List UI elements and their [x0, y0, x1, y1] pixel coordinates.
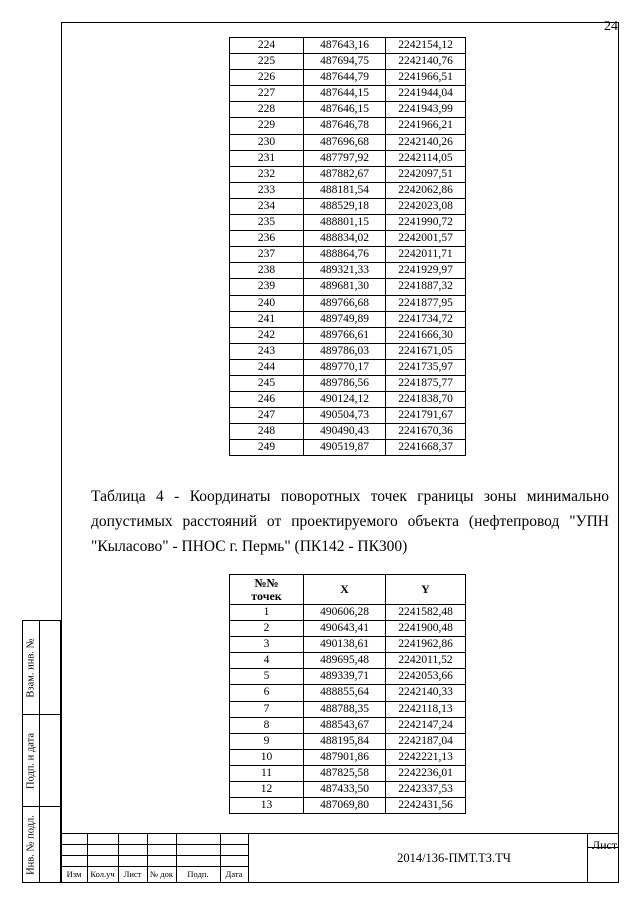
x-coordinate-cell: 490124,12: [304, 392, 386, 408]
y-coordinate-cell: 2242053,66: [386, 669, 466, 685]
table-row: [230, 669, 466, 685]
point-number-cell: 228: [230, 102, 304, 118]
table-row: [230, 359, 466, 375]
table-row: [230, 749, 466, 765]
table-row: [230, 198, 466, 214]
point-number-cell: 7: [230, 701, 304, 717]
point-number-cell: 2: [230, 621, 304, 637]
point-number-cell: 1: [230, 605, 304, 621]
y-coordinate-cell: 2242011,52: [386, 653, 466, 669]
x-coordinate-cell: 487797,92: [304, 150, 386, 166]
x-coordinate-cell: 489321,33: [304, 263, 386, 279]
point-number-cell: 226: [230, 70, 304, 86]
sidebar-label-podp: Подп. и дата: [25, 732, 37, 789]
table-row: [230, 215, 466, 231]
x-coordinate-cell: 488801,15: [304, 215, 386, 231]
y-coordinate-cell: 2241943,99: [386, 102, 466, 118]
x-coordinate-cell: 489339,71: [304, 669, 386, 685]
point-number-cell: 249: [230, 440, 304, 456]
sheet-label: Лист: [592, 838, 618, 852]
table-row: [230, 424, 466, 440]
table-row: [230, 782, 466, 798]
table-row: [230, 375, 466, 391]
x-coordinate-cell: 487825,58: [304, 765, 386, 781]
table-row: [230, 733, 466, 749]
table-row: [230, 408, 466, 424]
y-coordinate-cell: 2241671,05: [386, 343, 466, 359]
y-coordinate-cell: 2241990,72: [386, 215, 466, 231]
y-coordinate-cell: 2241735,97: [386, 359, 466, 375]
x-coordinate-cell: 490138,61: [304, 637, 386, 653]
point-number-cell: 239: [230, 279, 304, 295]
y-coordinate-cell: 2242140,76: [386, 54, 466, 70]
y-coordinate-cell: 2242062,86: [386, 182, 466, 198]
stamp-label-doc: № док: [150, 869, 173, 879]
x-coordinate-cell: 487644,79: [304, 70, 386, 86]
x-coordinate-cell: 488529,18: [304, 198, 386, 214]
x-coordinate-cell: 490643,41: [304, 621, 386, 637]
sidebar-label-vzam: Взам. инв. №: [25, 637, 37, 698]
table-row: [230, 621, 466, 637]
sidebar-cell-podp: [22, 714, 61, 807]
x-coordinate-cell: 488195,84: [304, 733, 386, 749]
point-number-cell: 225: [230, 54, 304, 70]
point-number-cell: 242: [230, 327, 304, 343]
x-coordinate-cell: 487643,16: [304, 38, 386, 54]
table-row: [230, 311, 466, 327]
point-number-cell: 229: [230, 118, 304, 134]
x-coordinate-cell: 487646,15: [304, 102, 386, 118]
table-row: [230, 54, 466, 70]
y-coordinate-cell: 2242236,01: [386, 765, 466, 781]
table-row: [230, 637, 466, 653]
table-row: [230, 231, 466, 247]
table-row: [230, 134, 466, 150]
y-coordinate-cell: 2242023,08: [386, 198, 466, 214]
y-coordinate-cell: 2242118,13: [386, 701, 466, 717]
table-row: [230, 685, 466, 701]
x-coordinate-cell: 487646,78: [304, 118, 386, 134]
caption-line: Таблица 4 - Координаты поворотных точек границы зоны минимально: [91, 488, 609, 505]
point-number-cell: 241: [230, 311, 304, 327]
y-coordinate-cell: 2242011,71: [386, 247, 466, 263]
table-row: [230, 653, 466, 669]
x-coordinate-cell: 488864,76: [304, 247, 386, 263]
y-coordinate-cell: 2242097,51: [386, 166, 466, 182]
table-row: [230, 343, 466, 359]
table-4-caption: [91, 484, 609, 559]
x-coordinate-cell: 489766,68: [304, 295, 386, 311]
y-coordinate-cell: 2242140,26: [386, 134, 466, 150]
table-row: [230, 166, 466, 182]
point-number-cell: 233: [230, 182, 304, 198]
y-coordinate-cell: 2241877,95: [386, 295, 466, 311]
x-coordinate-cell: 487901,86: [304, 749, 386, 765]
y-coordinate-cell: 2241944,04: [386, 86, 466, 102]
point-number-cell: 10: [230, 749, 304, 765]
table-row: [230, 118, 466, 134]
x-coordinate-cell: 490519,87: [304, 440, 386, 456]
stamp-label-izm: Изм: [66, 869, 82, 879]
side-stamp: [22, 620, 61, 883]
x-coordinate-cell: 487433,50: [304, 782, 386, 798]
point-number-cell: 230: [230, 134, 304, 150]
x-coordinate-cell: 489770,17: [304, 359, 386, 375]
x-coordinate-cell: 489749,89: [304, 311, 386, 327]
x-coordinate-cell: 487696,68: [304, 134, 386, 150]
point-number-cell: 245: [230, 375, 304, 391]
y-coordinate-cell: 2242114,05: [386, 150, 466, 166]
header-x: X: [304, 575, 386, 605]
point-number-cell: 238: [230, 263, 304, 279]
sidebar-label-inv: Инв. № подл.: [25, 814, 37, 875]
table-row: [230, 605, 466, 621]
x-coordinate-cell: 488834,02: [304, 231, 386, 247]
stamp-label-kol: Кол.уч: [90, 869, 115, 879]
x-coordinate-cell: 487694,75: [304, 54, 386, 70]
stamp-label-list: Лист: [123, 869, 142, 879]
stamp-label-podp: Подп.: [187, 869, 209, 879]
y-coordinate-cell: 2241887,32: [386, 279, 466, 295]
point-number-cell: 6: [230, 685, 304, 701]
table-row: [230, 150, 466, 166]
caption-line: допустимых расстояний от проектируемого объекта (нефтепровод "УПН: [91, 513, 609, 530]
sidebar-cell-inv: [22, 806, 61, 883]
y-coordinate-cell: 2241966,51: [386, 70, 466, 86]
y-coordinate-cell: 2241962,86: [386, 637, 466, 653]
table-header-row: [230, 575, 466, 605]
header-point-number: [230, 575, 304, 605]
point-number-cell: 13: [230, 798, 304, 814]
x-coordinate-cell: 487882,67: [304, 166, 386, 182]
x-coordinate-cell: 489681,30: [304, 279, 386, 295]
y-coordinate-cell: 2242140,33: [386, 685, 466, 701]
y-coordinate-cell: 2242147,24: [386, 717, 466, 733]
y-coordinate-cell: 2241875,77: [386, 375, 466, 391]
y-coordinate-cell: 2241838,70: [386, 392, 466, 408]
point-number-cell: 3: [230, 637, 304, 653]
document-code: 2014/136-ПМТ.ТЗ.ТЧ: [397, 851, 511, 865]
table-row: [230, 102, 466, 118]
y-coordinate-cell: 2241929,97: [386, 263, 466, 279]
table-row: [230, 295, 466, 311]
x-coordinate-cell: 490490,43: [304, 424, 386, 440]
point-number-cell: 246: [230, 392, 304, 408]
point-number-cell: 224: [230, 38, 304, 54]
x-coordinate-cell: 489695,48: [304, 653, 386, 669]
title-block: [61, 833, 619, 883]
x-coordinate-cell: 488181,54: [304, 182, 386, 198]
point-number-cell: 248: [230, 424, 304, 440]
point-number-cell: 244: [230, 359, 304, 375]
y-coordinate-cell: 2242001,57: [386, 231, 466, 247]
x-coordinate-cell: 487644,15: [304, 86, 386, 102]
y-coordinate-cell: 2241900,48: [386, 621, 466, 637]
y-coordinate-cell: 2242187,04: [386, 733, 466, 749]
x-coordinate-cell: 488543,67: [304, 717, 386, 733]
point-number-cell: 235: [230, 215, 304, 231]
table-row: [230, 38, 466, 54]
x-coordinate-cell: 488855,64: [304, 685, 386, 701]
point-number-cell: 231: [230, 150, 304, 166]
caption-line: "Кыласово" - ПНОС г. Пермь" (ПК142 - ПК300): [91, 538, 408, 555]
point-number-cell: 232: [230, 166, 304, 182]
header-y: Y: [386, 575, 466, 605]
table-row: [230, 765, 466, 781]
point-number-cell: 9: [230, 733, 304, 749]
coordinates-table-continued: [229, 37, 466, 456]
y-coordinate-cell: 2241666,30: [386, 327, 466, 343]
point-number-cell: 236: [230, 231, 304, 247]
table-row: [230, 701, 466, 717]
header-point-number-line2: точек: [251, 588, 282, 603]
x-coordinate-cell: 489786,56: [304, 375, 386, 391]
y-coordinate-cell: 2241582,48: [386, 605, 466, 621]
y-coordinate-cell: 2242221,13: [386, 749, 466, 765]
y-coordinate-cell: 2242154,12: [386, 38, 466, 54]
table-row: [230, 717, 466, 733]
point-number-cell: 237: [230, 247, 304, 263]
point-number-cell: 4: [230, 653, 304, 669]
y-coordinate-cell: 2241734,72: [386, 311, 466, 327]
table-row: [230, 440, 466, 456]
point-number-cell: 12: [230, 782, 304, 798]
stamp-label-data: Дата: [225, 869, 243, 879]
x-coordinate-cell: 490504,73: [304, 408, 386, 424]
page-number: 24: [604, 19, 618, 34]
point-number-cell: 8: [230, 717, 304, 733]
y-coordinate-cell: 2241668,37: [386, 440, 466, 456]
y-coordinate-cell: 2241670,36: [386, 424, 466, 440]
point-number-cell: 243: [230, 343, 304, 359]
point-number-cell: 227: [230, 86, 304, 102]
x-coordinate-cell: 490606,28: [304, 605, 386, 621]
y-coordinate-cell: 2241966,21: [386, 118, 466, 134]
point-number-cell: 5: [230, 669, 304, 685]
table-row: [230, 798, 466, 814]
table-row: [230, 392, 466, 408]
table-row: [230, 247, 466, 263]
table-row: [230, 86, 466, 102]
table-row: [230, 182, 466, 198]
x-coordinate-cell: 488788,35: [304, 701, 386, 717]
point-number-cell: 240: [230, 295, 304, 311]
y-coordinate-cell: 2242337,53: [386, 782, 466, 798]
y-coordinate-cell: 2242431,56: [386, 798, 466, 814]
table-row: [230, 263, 466, 279]
table-4: [229, 574, 466, 814]
x-coordinate-cell: 489766,61: [304, 327, 386, 343]
header-point-number-line1: №№: [254, 575, 279, 590]
table-row: [230, 327, 466, 343]
point-number-cell: 11: [230, 765, 304, 781]
sidebar-cell-vzam: [22, 620, 61, 715]
point-number-cell: 234: [230, 198, 304, 214]
y-coordinate-cell: 2241791,67: [386, 408, 466, 424]
table-row: [230, 70, 466, 86]
x-coordinate-cell: 487069,80: [304, 798, 386, 814]
x-coordinate-cell: 489786,03: [304, 343, 386, 359]
point-number-cell: 247: [230, 408, 304, 424]
table-row: [230, 279, 466, 295]
